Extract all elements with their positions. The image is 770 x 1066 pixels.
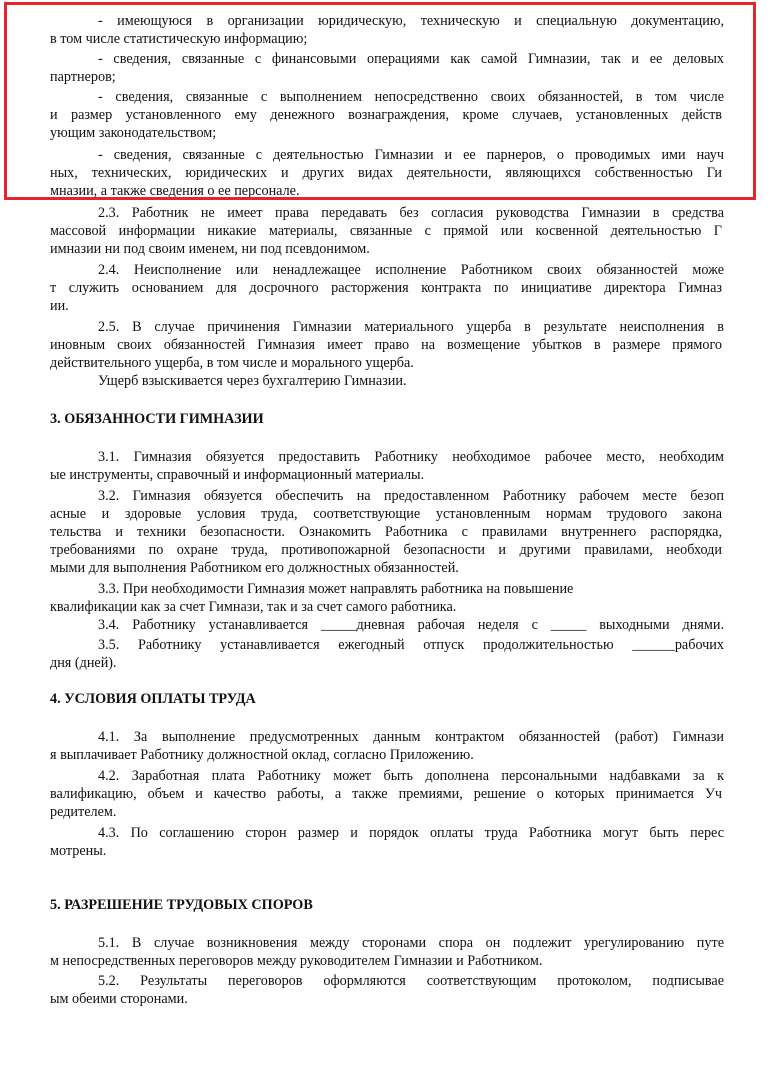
text-line: требованиями по охране труда, противопожарной безопасности и другими правилами, необходи [50, 542, 722, 558]
text-line: партнеров; [50, 69, 116, 85]
text-line: ующим законодательством; [50, 125, 217, 141]
text-line: мназии, а также сведения о ее персонале. [50, 183, 300, 199]
text-line: мотрены. [50, 843, 107, 859]
text-line: квалификации как за счет Гимнази, так и за счет самого работника. [50, 599, 457, 615]
text-line: редителем. [50, 804, 117, 820]
text-line: 3.1. Гимназия обязуется предоставить Работнику необходимое рабочее место, необходим [98, 449, 724, 465]
text-line: массовой информации никакие материалы, связанные с прямой или косвенной деятельностью Г [50, 223, 722, 239]
text-line: асные и здоровые условия труда, соответствующие установленным нормам трудового закона [50, 506, 722, 522]
text-line: ые инструменты, справочный и информационный материалы. [50, 467, 425, 483]
text-line: действительного ущерба, в том числе и морального ущерба. [50, 355, 414, 371]
text-line: 5.1. В случае возникновения между сторонами спора он подлежит урегулированию путе [98, 935, 724, 951]
text-line: 4.3. По соглашению сторон размер и порядок оплаты труда Работника могут быть перес [98, 825, 724, 841]
text-line: валификацию, объем и качество работы, а также премиями, решение о которых принимается Уч [50, 786, 722, 802]
text-line: мыми для выполнения Работником его должностных обязанностей. [50, 560, 459, 576]
text-line: - сведения, связанные с деятельностью Гимназии и ее парнеров, о проводимых ими науч [98, 147, 724, 163]
text-line: 3.5. Работнику устанавливается ежегодный отпуск продолжительностью ______рабочих [98, 637, 724, 653]
section-heading: 5. РАЗРЕШЕНИЕ ТРУДОВЫХ СПОРОВ [50, 897, 313, 913]
text-line: 3.3. При необходимости Гимназия может направлять работника на повышение [98, 581, 574, 597]
text-line: 2.5. В случае причинения Гимназии материального ущерба в результате неисполнения в [98, 319, 724, 335]
section-heading: 4. УСЛОВИЯ ОПЛАТЫ ТРУДА [50, 691, 256, 707]
text-line: имназии ни под своим именем, ни под псевдонимом. [50, 241, 370, 257]
text-line: тельства и техники безопасности. Ознакомить Работника с правилами внутреннего распорядка, [50, 524, 722, 540]
text-line: ии. [50, 298, 69, 314]
text-line: Ущерб взыскивается через бухгалтерию Гимназии. [98, 373, 407, 389]
text-line: ных, технических, юридических и других видах деятельности, являющихся собственностью Ги [50, 165, 722, 181]
text-line: в том числе статистическую информацию; [50, 31, 308, 47]
text-line: 2.4. Неисполнение или ненадлежащее исполнение Работником своих обязанностей може [98, 262, 724, 278]
text-line: 3.4. Работнику устанавливается _____дневная рабочая неделя с _____ выходными днями. [98, 617, 724, 633]
text-line: ым обеими сторонами. [50, 991, 188, 1007]
text-line: 5.2. Результаты переговоров оформляются соответствующим протоколом, подписывае [98, 973, 724, 989]
text-line: 4.1. За выполнение предусмотренных данным контрактом обязанностей (работ) Гимнази [98, 729, 724, 745]
text-line: и размер установленного ему денежного вознаграждения, кроме случаев, установленных действ [50, 107, 722, 123]
text-line: - имеющуюся в организации юридическую, техническую и специальную документацию, [98, 13, 724, 29]
text-line: м непосредственных переговоров между руководителем Гимназии и Работником. [50, 953, 543, 969]
text-line: 4.2. Заработная плата Работнику может быть дополнена персональными надбавками за к [98, 768, 724, 784]
text-line: иновным своих обязанностей Гимназия имеет право на возмещение убытков в размере прямого [50, 337, 722, 353]
text-line: дня (дней). [50, 655, 117, 671]
section-heading: 3. ОБЯЗАННОСТИ ГИМНАЗИИ [50, 411, 264, 427]
text-line: я выплачивает Работнику должностной оклад, согласно Приложению. [50, 747, 474, 763]
text-line: т служить основанием для досрочного расторжения контракта по инициативе директора Гимназ [50, 280, 722, 296]
text-line: - сведения, связанные с финансовыми операциями как самой Гимназии, так и ее деловых [98, 51, 724, 67]
text-line: - сведения, связанные с выполнением непосредственно своих обязанностей, в том числе [98, 89, 724, 105]
text-line: 3.2. Гимназия обязуется обеспечить на предоставленном Работнику рабочем месте безоп [98, 488, 724, 504]
text-line: 2.3. Работник не имеет права передавать без согласия руководства Гимназии в средства [98, 205, 724, 221]
